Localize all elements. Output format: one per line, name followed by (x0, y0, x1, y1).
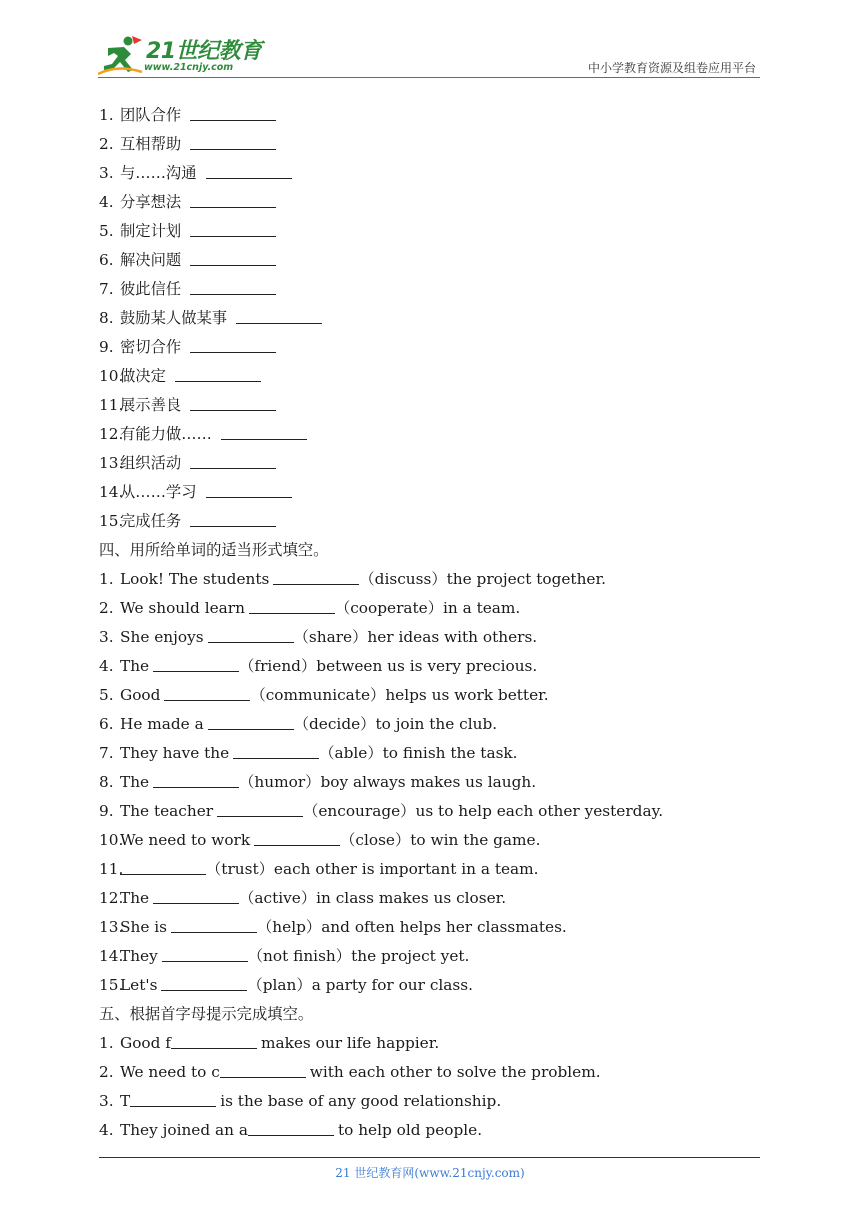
answer-blank[interactable] (153, 772, 239, 788)
list-item (99, 478, 759, 507)
list-item (99, 826, 759, 855)
item-number: 13. (99, 918, 124, 936)
list-item (99, 1029, 759, 1058)
list-item (99, 362, 759, 391)
list-item (99, 710, 759, 739)
answer-blank[interactable] (171, 917, 257, 933)
answer-blank[interactable] (190, 511, 276, 527)
word-hint: （friend） (239, 657, 317, 675)
item-text-before: He made a (120, 715, 204, 733)
item-text: 完成任务 (120, 512, 182, 530)
logo-url: www.21cnjy.com (144, 62, 234, 73)
answer-blank[interactable] (190, 221, 276, 237)
answer-blank[interactable] (130, 1091, 216, 1107)
item-number: 14. (99, 947, 124, 965)
answer-blank[interactable] (217, 801, 303, 817)
item-number: 2. (99, 599, 114, 617)
item-number: 15. (99, 976, 124, 994)
item-number: 3. (99, 628, 114, 646)
word-hint: （not finish） (247, 947, 352, 965)
answer-blank[interactable] (153, 656, 239, 672)
answer-blank[interactable] (254, 830, 340, 846)
list-item (99, 246, 759, 275)
answer-blank[interactable] (190, 134, 276, 150)
word-hint: （able） (319, 744, 383, 762)
item-number: 9. (99, 802, 114, 820)
item-text: 从……学习 (120, 483, 197, 501)
section-title-part5: 五、根据首字母提示完成填空。 (99, 1005, 314, 1023)
item-text: 与……沟通 (120, 164, 197, 182)
item-number: 6. (99, 251, 114, 269)
list-item (99, 913, 759, 942)
page-footer: 21 世纪教育网(www.21cnjy.com) (335, 1166, 525, 1180)
item-text-after: the project yet. (351, 947, 470, 965)
item-number: 6. (99, 715, 114, 733)
item-text-after: to finish the task. (382, 744, 518, 762)
list-item (99, 942, 759, 971)
header-divider (98, 77, 760, 78)
answer-blank[interactable] (249, 598, 335, 614)
word-hint: （close） (340, 831, 411, 849)
answer-blank[interactable] (248, 1120, 334, 1136)
item-text-before: T (120, 1092, 131, 1110)
answer-blank[interactable] (190, 337, 276, 353)
item-text: 展示善良 (120, 396, 182, 414)
item-number: 10. (99, 831, 124, 849)
item-text-after: to join the club. (375, 715, 498, 733)
item-text-before: The teacher (120, 802, 214, 820)
page-header (98, 28, 760, 78)
item-text-before: Good (120, 686, 161, 704)
list-item (99, 449, 759, 478)
phrase-translation-list (99, 101, 759, 536)
list-item (99, 275, 759, 304)
answer-blank[interactable] (206, 482, 292, 498)
answer-blank[interactable] (171, 1033, 257, 1049)
word-hint: （share） (293, 628, 368, 646)
word-hint: （trust） (206, 860, 274, 878)
item-number: 13. (99, 454, 124, 472)
section-title-part4: 四、用所给单词的适当形式填空。 (99, 541, 329, 559)
item-number: 3. (99, 1092, 114, 1110)
word-hint: （cooperate） (334, 599, 443, 617)
item-text-before: The (120, 657, 150, 675)
list-item (99, 623, 759, 652)
list-item (99, 130, 759, 159)
answer-blank[interactable] (190, 250, 276, 266)
item-number: 1. (99, 570, 114, 588)
item-number: 2. (99, 1063, 114, 1081)
item-number: 4. (99, 657, 114, 675)
answer-blank[interactable] (153, 888, 239, 904)
answer-blank[interactable] (206, 163, 292, 179)
item-text-after: between us is very precious. (316, 657, 538, 675)
item-number: 12. (99, 889, 124, 907)
list-item (99, 420, 759, 449)
item-number: 10. (99, 367, 124, 385)
item-number: 4. (99, 193, 114, 211)
list-item (99, 101, 759, 130)
answer-blank[interactable] (120, 859, 206, 875)
item-text: 制定计划 (120, 222, 182, 240)
list-item (99, 652, 759, 681)
item-text: 分享想法 (120, 193, 182, 211)
list-item (99, 217, 759, 246)
item-text: 组织活动 (120, 454, 182, 472)
list-item (99, 159, 759, 188)
word-hint: （plan） (247, 976, 312, 994)
item-text-after: is the base of any good relationship. (220, 1092, 502, 1110)
list-item (99, 768, 759, 797)
item-text-before: She is (120, 918, 167, 936)
list-item (99, 797, 759, 826)
answer-blank[interactable] (273, 569, 359, 585)
item-text-after: in class makes us closer. (316, 889, 507, 907)
answer-blank[interactable] (221, 424, 307, 440)
runner-logo-icon (98, 34, 144, 78)
item-number: 5. (99, 222, 114, 240)
item-text-before: They joined an a (120, 1121, 248, 1139)
item-text-after: us to help each other yesterday. (415, 802, 664, 820)
word-hint: （encourage） (303, 802, 416, 820)
answer-blank[interactable] (208, 714, 294, 730)
list-item (99, 884, 759, 913)
item-text: 互相帮助 (120, 135, 182, 153)
list-item (99, 855, 759, 884)
answer-blank[interactable] (164, 685, 250, 701)
word-hint: （discuss） (359, 570, 447, 588)
item-text-before: We should learn (120, 599, 245, 617)
item-text-before: They have the (120, 744, 230, 762)
item-text: 做决定 (120, 367, 166, 385)
item-number: 12. (99, 425, 124, 443)
item-text-before: Good f (120, 1034, 171, 1052)
platform-title: 中小学教育资源及组卷应用平台 (587, 61, 756, 75)
item-text-after: the project together. (446, 570, 606, 588)
item-text: 密切合作 (120, 338, 182, 356)
item-text: 有能力做…… (120, 425, 212, 443)
item-text-before: They (120, 947, 158, 965)
item-text-after: her ideas with others. (367, 628, 538, 646)
item-number: 11. (99, 396, 124, 414)
initial-letter-list (99, 1029, 759, 1145)
item-text-after: to win the game. (410, 831, 541, 849)
footer-divider (99, 1157, 760, 1158)
item-text: 彼此信任 (120, 280, 182, 298)
answer-blank[interactable] (175, 366, 261, 382)
item-number: 4. (99, 1121, 114, 1139)
list-item (99, 594, 759, 623)
item-text-before: She enjoys (120, 628, 204, 646)
answer-blank[interactable] (208, 627, 294, 643)
answer-blank[interactable] (190, 105, 276, 121)
answer-blank[interactable] (190, 279, 276, 295)
item-text-after: to help old people. (337, 1121, 483, 1139)
list-item (99, 188, 759, 217)
answer-blank[interactable] (161, 975, 247, 991)
list-item (99, 1116, 759, 1145)
item-text: 鼓励某人做某事 (120, 309, 228, 327)
item-number: 2. (99, 135, 114, 153)
list-item (99, 1058, 759, 1087)
item-text-after: in a team. (443, 599, 521, 617)
item-text-before: We need to c (120, 1063, 220, 1081)
list-item (99, 681, 759, 710)
word-hint: （communicate） (250, 686, 386, 704)
item-text-after: a party for our class. (311, 976, 473, 994)
site-logo (98, 34, 268, 78)
item-number: 8. (99, 773, 114, 791)
item-text: 团队合作 (120, 106, 182, 124)
answer-blank[interactable] (190, 453, 276, 469)
item-number: 11. (99, 860, 124, 878)
item-number: 15. (99, 512, 124, 530)
item-text-after: with each other to solve the problem. (309, 1063, 601, 1081)
answer-blank[interactable] (190, 192, 276, 208)
item-text: 解决问题 (120, 251, 182, 269)
list-item (99, 304, 759, 333)
item-number: 3. (99, 164, 114, 182)
item-number: 7. (99, 744, 114, 762)
list-item (99, 507, 759, 536)
item-text-after: and often helps her classmates. (321, 918, 567, 936)
list-item (99, 971, 759, 1000)
item-text-before: We need to work (120, 831, 251, 849)
logo-text: 21世纪教育 (146, 39, 262, 64)
word-hint: （decide） (293, 715, 376, 733)
item-text-after: makes our life happier. (260, 1034, 440, 1052)
item-text-before: The (120, 773, 150, 791)
answer-blank[interactable] (190, 395, 276, 411)
item-text-after: helps us work better. (385, 686, 549, 704)
item-text-before: Let's (120, 976, 158, 994)
word-hint: （help） (257, 918, 322, 936)
item-number: 5. (99, 686, 114, 704)
list-item (99, 739, 759, 768)
item-number: 1. (99, 1034, 114, 1052)
item-number: 8. (99, 309, 114, 327)
item-text-before: The (120, 889, 150, 907)
list-item (99, 565, 759, 594)
item-text-before: Look! The students (120, 570, 270, 588)
answer-blank[interactable] (162, 946, 248, 962)
item-number: 7. (99, 280, 114, 298)
list-item (99, 333, 759, 362)
word-hint: （humor） (239, 773, 321, 791)
list-item (99, 391, 759, 420)
answer-blank[interactable] (233, 743, 319, 759)
item-number: 14. (99, 483, 124, 501)
worksheet-content (99, 101, 759, 1145)
word-form-list (99, 565, 759, 1000)
word-hint: （active） (239, 889, 317, 907)
item-text-after: each other is important in a team. (273, 860, 539, 878)
item-text-after: boy always makes us laugh. (320, 773, 537, 791)
list-item (99, 1087, 759, 1116)
item-number: 9. (99, 338, 114, 356)
answer-blank[interactable] (236, 308, 322, 324)
answer-blank[interactable] (220, 1062, 306, 1078)
item-number: 1. (99, 106, 114, 124)
